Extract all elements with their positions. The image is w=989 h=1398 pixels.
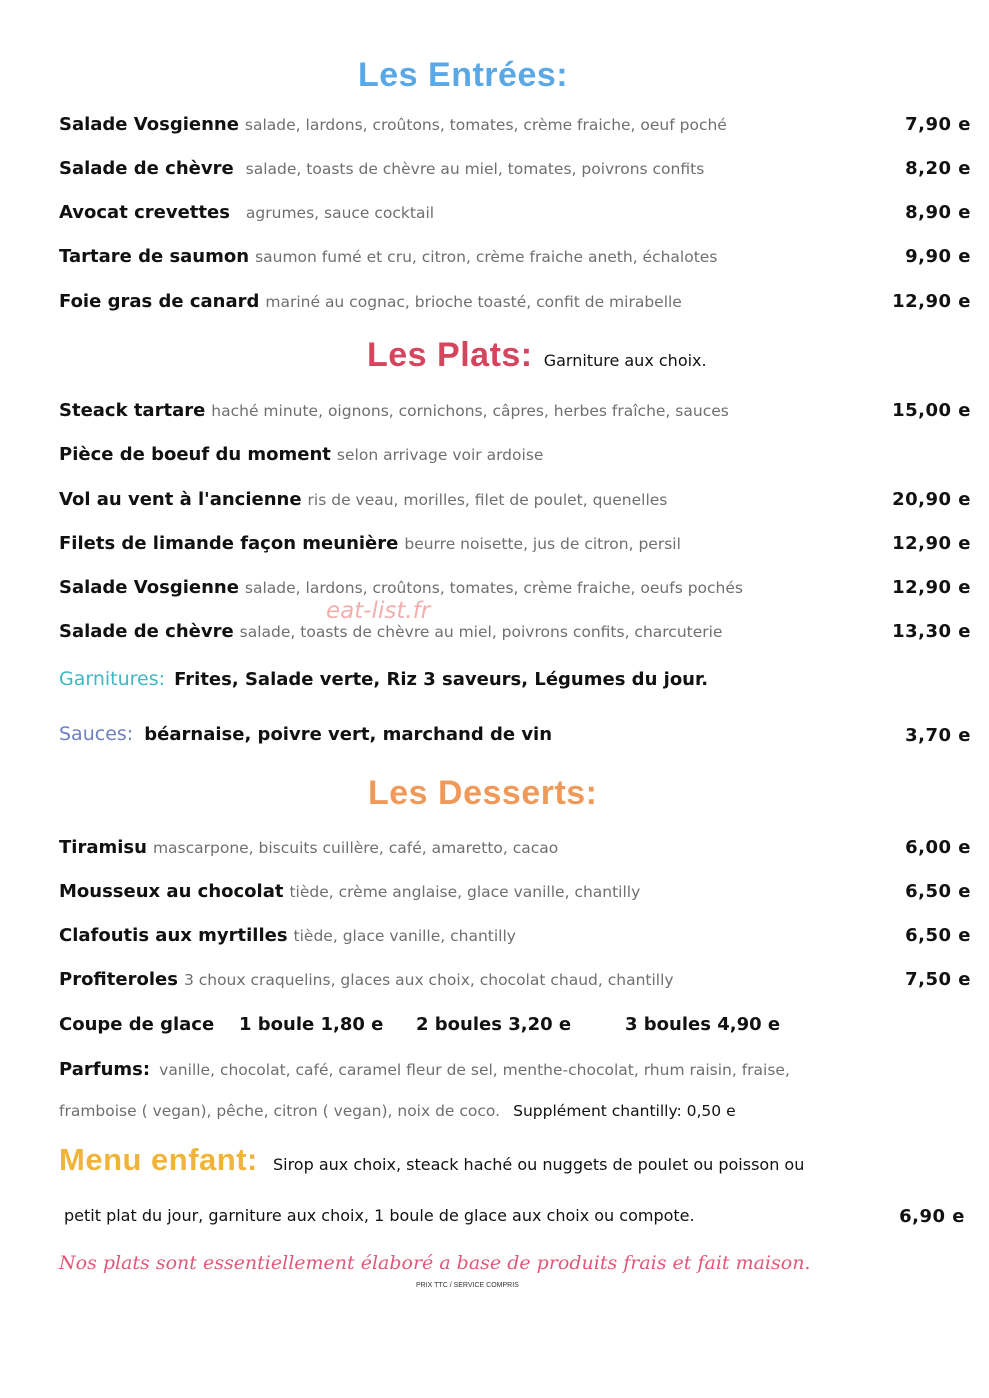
enfant-title: Menu enfant: [59,1142,258,1177]
menu-item [59,246,971,276]
item-name: Mousseux au chocolat [59,881,284,902]
item-name: Salade Vosgienne [59,577,239,598]
menu-item [59,925,971,955]
item-name: Tartare de saumon [59,246,250,267]
item-name: Salade de chèvre [59,621,234,642]
item-price: 9,90 e [905,246,971,267]
enfant-line2: petit plat du jour, garniture aux choix, 1 boule de glace aux choix ou compote. [64,1206,695,1225]
enfant-row-2 [64,1206,965,1236]
item-price: 7,90 e [905,114,971,135]
item-name: Filets de limande façon meunière [59,533,399,554]
item-price: 8,20 e [905,158,971,179]
item-desc: salade, toasts de chèvre au miel, poivrons confits, charcuterie [239,623,723,641]
item-price: 12,90 e [892,291,971,312]
item-desc: selon arrivage voir ardoise [336,446,544,464]
sauces-row [59,723,971,753]
item-price: 12,90 e [892,533,971,554]
enfant-heading [59,1142,804,1178]
item-name: Salade Vosgienne [59,114,239,135]
menu-item [59,621,971,651]
item-desc: mariné au cognac, brioche toasté, confit de mirabelle [265,293,682,311]
item-name: Vol au vent à l'ancienne [59,489,302,510]
coupe-three: 3 boules 4,90 e [625,1014,781,1035]
item-name: Steack tartare [59,400,206,421]
parfums-line2: framboise ( vegan), pêche, citron ( vegan), noix de coco. [59,1102,501,1120]
item-desc: mascarpone, biscuits cuillère, café, amaretto, cacao [152,839,559,857]
item-desc: ris de veau, morilles, filet de poulet, quenelles [307,491,668,509]
item-desc: 3 choux craquelins, glaces aux choix, chocolat chaud, chantilly [183,971,674,989]
item-name: Clafoutis aux myrtilles [59,925,288,946]
item-name: Profiteroles [59,969,178,990]
supplement: Supplément chantilly: 0,50 e [513,1102,736,1120]
item-desc: beurre noisette, jus de citron, persil [404,535,681,553]
parfums-row-2 [59,1101,971,1131]
menu-item [59,444,971,474]
item-price: 6,00 e [905,837,971,858]
menu-item [59,969,971,999]
parfums-line1: vanille, chocolat, café, caramel fleur de sel, menthe-chocolat, rhum raisin, fraise, [159,1061,790,1079]
menu-item [59,291,971,321]
plats-title: Les Plats: [367,336,533,374]
item-name: Tiramisu [59,837,147,858]
coupe-name: Coupe de glace [59,1014,215,1035]
enfant-line1: Sirop aux choix, steack haché ou nuggets de poulet ou poisson ou [272,1155,805,1174]
item-desc: tiède, glace vanille, chantilly [293,927,516,945]
item-name: Avocat crevettes [59,202,230,223]
parfums-row [59,1059,971,1089]
item-desc: salade, toasts de chèvre au miel, tomates, poivrons confits [245,160,705,178]
sauces-label: Sauces: [59,723,134,745]
footer-note: Nos plats sont essentiellement élaboré a base de produits frais et fait maison. [59,1252,811,1274]
footer-small: PRIX TTC / SERVICE COMPRIS [416,1282,519,1289]
item-price: 20,90 e [892,489,971,510]
plats-heading [367,336,707,375]
item-price: 8,90 e [905,202,971,223]
item-price: 15,00 e [892,400,971,421]
item-name: Salade de chèvre [59,158,234,179]
plats-subtitle: Garniture aux choix. [543,351,707,370]
coupe-one: 1 boule 1,80 e [239,1014,384,1035]
garnitures-text: Frites, Salade verte, Riz 3 saveurs, Légumes du jour. [174,669,709,690]
desserts-title: Les Desserts: [368,774,598,812]
menu-item [59,400,971,430]
entrees-title: Les Entrées: [358,56,569,94]
sauces-price: 3,70 e [905,725,971,746]
item-desc: saumon fumé et cru, citron, crème fraiche aneth, échalotes [255,248,718,266]
item-price: 6,50 e [905,881,971,902]
item-desc: salade, lardons, croûtons, tomates, crème fraiche, oeuf poché [244,116,727,134]
menu-item [59,837,971,867]
menu-item [59,577,971,607]
menu-item [59,158,971,188]
menu-item [59,489,971,519]
parfums-label: Parfums: [59,1059,151,1080]
item-desc: agrumes, sauce cocktail [245,204,435,222]
menu-item [59,881,971,911]
item-desc: tiède, crème anglaise, glace vanille, chantilly [289,883,641,901]
menu-item [59,533,971,563]
menu-item [59,114,971,144]
item-desc: haché minute, oignons, cornichons, câpres, herbes fraîche, sauces [211,402,729,420]
item-name: Pièce de boeuf du moment [59,444,331,465]
garnitures-row [59,668,971,698]
item-price: 7,50 e [905,969,971,990]
item-desc: salade, lardons, croûtons, tomates, crème fraiche, oeufs pochés [244,579,743,597]
item-price: 6,50 e [905,925,971,946]
coupe-two: 2 boules 3,20 e [416,1014,572,1035]
sauces-text: béarnaise, poivre vert, marchand de vin [144,724,553,745]
watermark: eat-list.fr [326,598,431,624]
item-price: 13,30 e [892,621,971,642]
item-price: 12,90 e [892,577,971,598]
enfant-price: 6,90 e [899,1206,965,1227]
menu-item [59,202,971,232]
garnitures-label: Garnitures: [59,668,166,690]
coupe-row [59,1014,971,1044]
item-name: Foie gras de canard [59,291,260,312]
